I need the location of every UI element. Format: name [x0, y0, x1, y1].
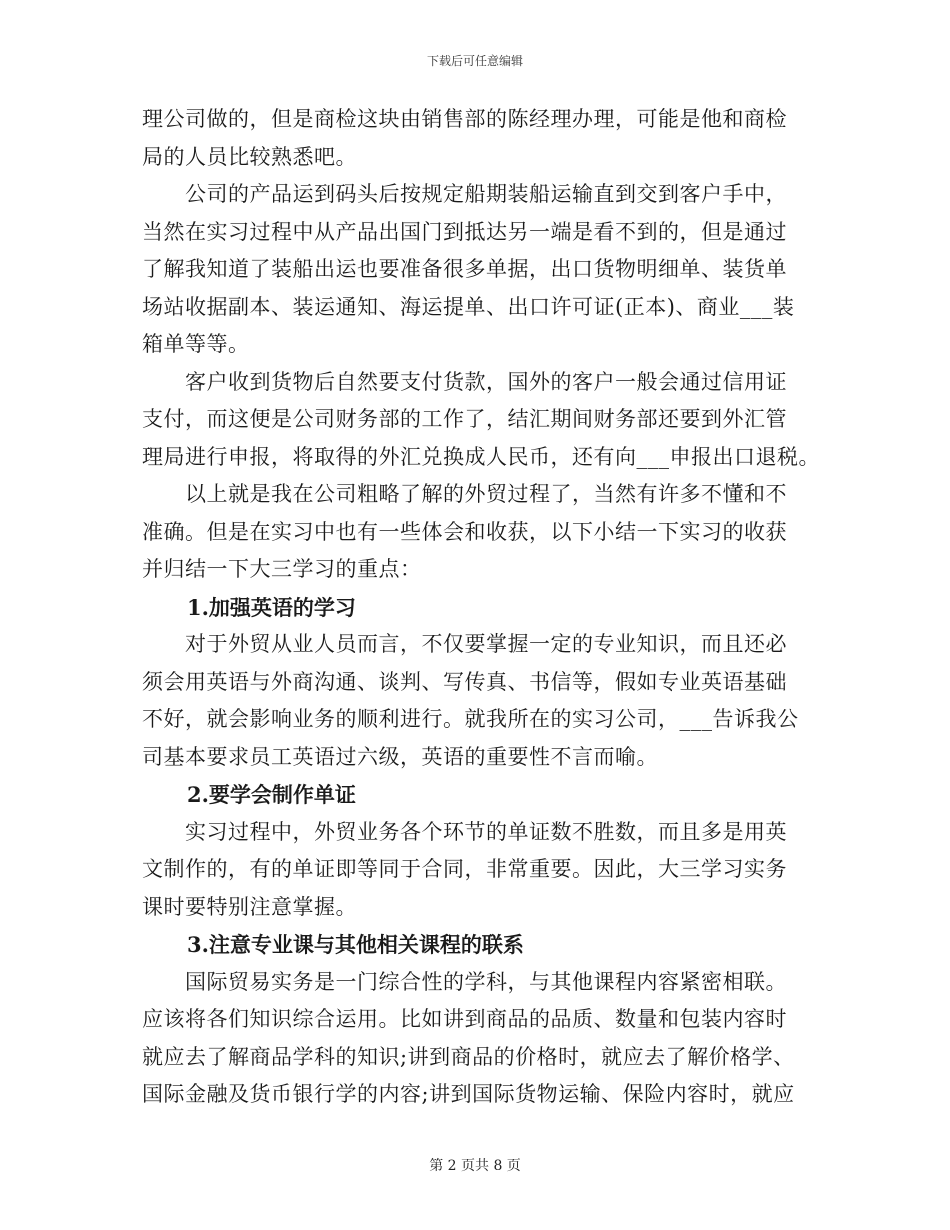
section-heading: 1.加强英语的学习: [187, 594, 356, 620]
text-line: 箱单等等。: [142, 332, 250, 356]
text-line: 文制作的，有的单证即等同于合同，非常重要。因此，大三学习实务: [142, 857, 787, 881]
page-header: 下载后可任意编辑: [426, 54, 523, 68]
paragraph: [142, 101, 814, 176]
section-heading: 3.注意专业课与其他相关课程的联系: [187, 932, 524, 957]
text-line: 课时要特别注意掌握。: [142, 894, 357, 919]
paragraph: [142, 364, 820, 477]
section-heading: 2.要学会制作单证: [187, 782, 356, 807]
text-line: 不好，就会影响业务的顺利进行。就我所在的实习公司，___告诉我公: [142, 707, 799, 731]
text-line: 局的人员比较熟悉吧。: [142, 144, 357, 169]
paragraph: [142, 626, 814, 776]
text-line: 就应去了解商品学科的知识;讲到商品的价格时，就应去了解价格学、: [142, 1044, 795, 1069]
text-line: 国际贸易实务是一门综合性的学科，与其他课程内容紧密相联。: [142, 969, 787, 994]
paragraph: [142, 476, 814, 589]
text-line: 以上就是我在公司粗略了解的外贸过程了，当然有许多不懂和不: [142, 482, 787, 506]
text-line: 并归结一下大三学习的重点：: [142, 557, 422, 581]
paragraph: [142, 176, 814, 364]
text-line: 国际金融及货币银行学的内容;讲到国际货物运输、保险内容时，就应: [142, 1082, 795, 1106]
text-line: 了解我知道了装船出运也要准备很多单据，出口货物明细单、装货单: [142, 257, 787, 281]
text-line: 理公司做的，但是商检这块由销售部的陈经理办理，可能是他和商检: [142, 107, 787, 131]
text-line: 理局进行申报，将取得的外汇兑换成人民币，还有向___申报出口退税。: [142, 444, 820, 469]
document-body: [142, 101, 820, 1114]
text-line: 实习过程中，外贸业务各个环节的单证数不胜数，而且多是用英: [142, 819, 787, 844]
text-line: 应该将各们知识综合运用。比如讲到商品的品质、数量和包装内容时: [142, 1007, 787, 1031]
paragraph: [142, 814, 814, 927]
text-line: 场站收据副本、装运通知、海运提单、出口许可证(正本)、商业___装: [142, 294, 795, 319]
paragraph: [142, 964, 814, 1114]
text-line: 司基本要求员工英语过六级，英语的重要性不言而喻。: [142, 744, 658, 769]
text-line: 客户收到货物后自然要支付货款，国外的客户一般会通过信用证: [142, 369, 787, 394]
text-line: 公司的产品运到码头后按规定船期装船运输直到交到客户手中，: [142, 182, 787, 206]
text-line: 当然在实习过程中从产品出国门到抵达另一端是看不到的，但是通过: [142, 219, 787, 244]
text-line: 须会用英语与外商沟通、谈判、写传真、书信等，假如专业英语基础: [142, 669, 787, 694]
text-line: 准确。但是在实习中也有一些体会和收获，以下小结一下实习的收获: [142, 519, 787, 544]
text-line: 对于外贸从业人员而言，不仅要掌握一定的专业知识，而且还必: [142, 632, 787, 656]
page-footer: 第 2 页共 8 页: [429, 1158, 521, 1174]
text-line: 支付，而这便是公司财务部的工作了，结汇期间财务部还要到外汇管: [142, 407, 787, 431]
